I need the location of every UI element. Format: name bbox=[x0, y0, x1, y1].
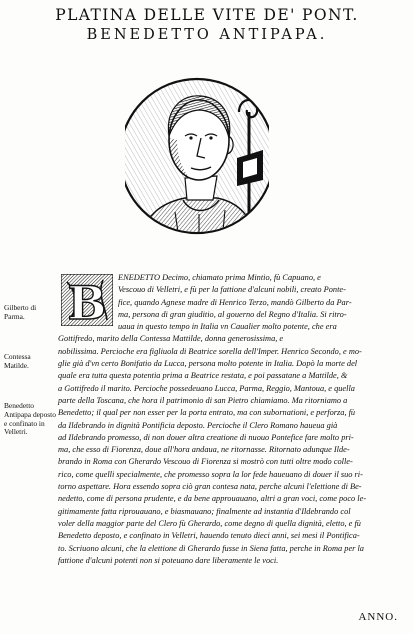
body-line: nobilissima. Percioche era figliuola di Beatrice sorella dell'Imper. Henrico Secondo, e mo- bbox=[58, 346, 362, 356]
body-line: ENEDETTO Decimo, chiamato prima Mintio, fù Capuano, e bbox=[118, 273, 321, 282]
body-line: ma, che esso di Fiorenza, doue all'hora andaua, ne ritornasse. Ritornato adunque Ilde- bbox=[58, 445, 350, 455]
body-line: voler della maggior parte del Clero fù Gherardo, come degno di quella dignità, eletto, e fù bbox=[58, 518, 361, 528]
body-line: da Ildebrando in dignità Pontificia deposto. Percioche il Clero Romano haueua già bbox=[58, 420, 338, 430]
body-line: brando in Roma con Gherardo Vescouo di Fiorenza si mostrò con tutti oltre modo colle- bbox=[58, 457, 353, 467]
body-line: gitimamente fatta riprouauano, e biasmauano; finalmente ad instantia d'Ildebrando col bbox=[58, 506, 351, 516]
body-line: ad Ildebrando promesso, di non douer altra creatione di nuouo Pontefice fare molto pri- bbox=[58, 432, 354, 442]
page-title: BENEDETTO ANTIPAPA. bbox=[86, 27, 328, 43]
margin-note-gilberto: Gilberto di Parma. bbox=[4, 303, 37, 321]
body-line: a Gottifredo il marito. Percioche possedeuano Lucca, Parma, Reggio, Mantoua, e quella bbox=[58, 383, 355, 393]
body-line: parte della Toscana, che hora il patrimonio di san Pietro chiamiamo. Ma ritorniamo a bbox=[58, 395, 348, 405]
catchword: ANNO. bbox=[358, 611, 398, 623]
margin-note-matilde: Contessa Matilde. bbox=[4, 352, 31, 370]
margin-note-benedetto: Benedetto Antipapa deposto e confinato in Velletri. bbox=[4, 401, 56, 437]
antipope-portrait-woodcut bbox=[125, 52, 269, 252]
body-line: Vescouo di Velletri, e fù per la fattione d'alcuni nobili, creato Ponte- bbox=[118, 285, 346, 295]
body-line: uaua in questo tempo in Italia vn Caualier molto potente, che era bbox=[118, 322, 337, 332]
body-line: ma, persona di gran giuditio, al gouerno del Regno d'Italia. Si ritro- bbox=[118, 309, 347, 319]
body-line: Gottifredo, marito della Contessa Mattilde, donna generosissima, e bbox=[58, 334, 284, 344]
body-line: Benedetto; il qual per non esser per la porta entrato, ma con subornationi, e perforza, fù bbox=[58, 408, 356, 418]
body-line: Benedetto deposto, e confinato in Velletri, hauendo tenuto dieci anni, sei mesi il Pontifica- bbox=[58, 531, 360, 541]
body-line: quale era tutta questa potentia prima a Beatrice restata, e poi passatane a Mattilde, & bbox=[58, 371, 348, 381]
body-line: nedetto, come di persona prudente, e da bene approuauano, altri a gran voci, come poco le- bbox=[58, 494, 367, 504]
body-text bbox=[58, 272, 410, 567]
body-line: to. Scriuono alcuni, che la elettione di Gherardo fusse in Siena fatta, perche in Roma per la bbox=[58, 543, 364, 553]
body-line: glie già d'vn certo Bonifatio da Lucca, persona molto potente in Italia. Dopò la morte del bbox=[58, 359, 358, 369]
body-line: rico, come quelli specialmente, che promesso sopra la lor fede haueuano di douer il suo ri- bbox=[58, 469, 363, 479]
body-line: fice, quando Agnese madre di Henrico Terzo, mandò Gilberto da Par- bbox=[118, 297, 352, 307]
body-line: torno aspettare. Hora essendo sopra ciò gran contesa nata, perche alcuni l'elettione di Be- bbox=[58, 482, 362, 492]
running-head: PLATINA DELLE VITE DE' PONT. bbox=[55, 6, 359, 24]
dropcap-letter: B bbox=[67, 276, 107, 326]
body-line: fattione d'alcuni potenti non si poteuano dare liberamente le voci. bbox=[58, 555, 279, 565]
